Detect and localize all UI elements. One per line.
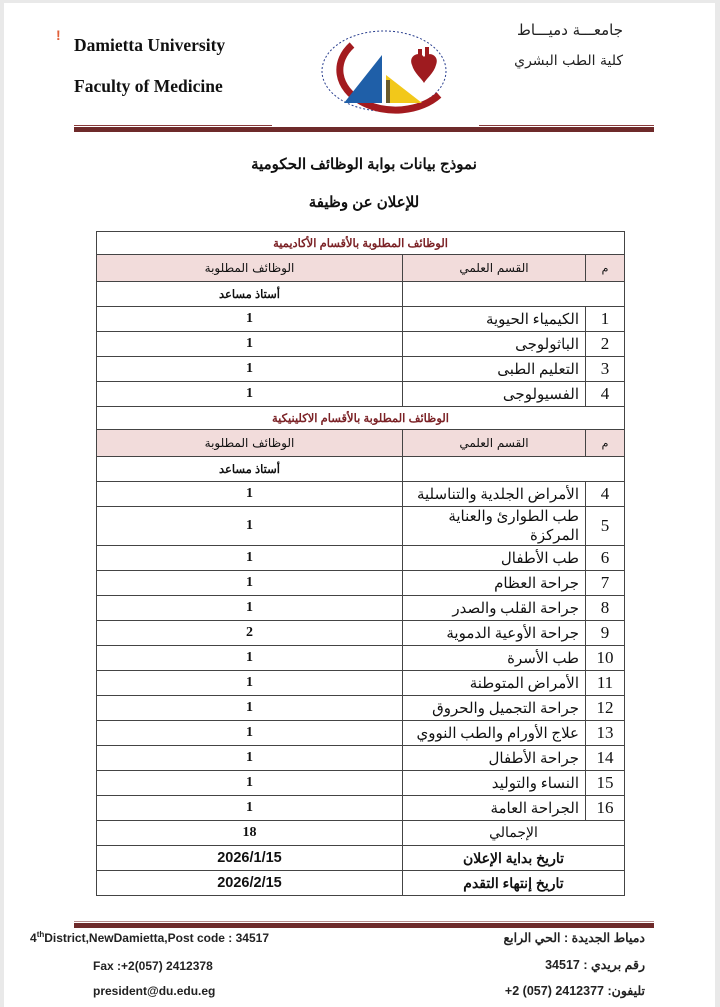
academic-header-row <box>97 255 625 282</box>
col-header-num: م <box>586 255 625 282</box>
header-rule-thin-left <box>74 125 272 126</box>
alert-icon: ! <box>56 27 61 43</box>
row-number: 8 <box>586 596 625 621</box>
required-jobs-count: 1 <box>97 796 403 821</box>
clinical-dept-row <box>97 696 625 721</box>
department-name: الجراحة العامة <box>403 796 586 821</box>
department-name: النساء والتوليد <box>403 771 586 796</box>
department-name: الباثولوجى <box>403 332 586 357</box>
clinical-dept-row <box>97 507 625 546</box>
footer-rule-thin <box>74 921 654 922</box>
footer-email[interactable]: president@du.edu.eg <box>93 984 216 998</box>
row-number: 5 <box>586 507 625 546</box>
header-rule-thin-right <box>479 125 654 126</box>
clinical-dept-row <box>97 721 625 746</box>
footer-address-en: 4thDistrict,NewDamietta,Post code : 34517 <box>30 930 269 945</box>
footer-postcode-ar: رقم بريدي : 34517 <box>545 958 645 972</box>
row-number: 11 <box>586 671 625 696</box>
clinical-dept-row <box>97 771 625 796</box>
department-name: طب الأسرة <box>403 646 586 671</box>
row-number: 16 <box>586 796 625 821</box>
required-jobs-count: 1 <box>97 332 403 357</box>
total-row <box>97 821 625 846</box>
row-number: 6 <box>586 546 625 571</box>
required-jobs-count: 1 <box>97 721 403 746</box>
required-jobs-count: 2 <box>97 621 403 646</box>
clinical-dept-row <box>97 646 625 671</box>
total-label: الإجمالي <box>403 821 625 846</box>
academic-section-title: الوظائف المطلوبة بالأقسام الأكاديمية <box>97 232 625 255</box>
row-number: 7 <box>586 571 625 596</box>
row-number: 10 <box>586 646 625 671</box>
form-title: نموذج بيانات بوابة الوظائف الحكومية <box>251 156 477 173</box>
row-number: 12 <box>586 696 625 721</box>
row-number: 4 <box>586 482 625 507</box>
academic-rank: أستاذ مساعد <box>97 282 403 307</box>
col-header-num: م <box>586 430 625 457</box>
required-jobs-count: 1 <box>97 646 403 671</box>
clinical-rank-row <box>97 457 625 482</box>
col-header-jobs: الوظائف المطلوبة <box>97 430 403 457</box>
start-date-label: تاريخ بداية الإعلان <box>403 846 625 871</box>
end-date-label: تاريخ إنتهاء التقدم <box>403 871 625 896</box>
footer-address-ar: دمياط الجديدة : الحي الرابع <box>503 931 645 945</box>
academic-dept-row <box>97 382 625 407</box>
required-jobs-count: 1 <box>97 696 403 721</box>
required-jobs-count: 1 <box>97 596 403 621</box>
row-number: 1 <box>586 307 625 332</box>
required-jobs-count: 1 <box>97 546 403 571</box>
faculty-name-ar: كلية الطب البشري <box>514 53 623 69</box>
university-name-ar: جامعـــة دميـــاط <box>517 21 623 39</box>
faculty-of-medicine-logo-icon <box>304 25 464 117</box>
faculty-name-en: Faculty of Medicine <box>74 76 223 96</box>
academic-dept-row <box>97 332 625 357</box>
department-name: جراحة الأطفال <box>403 746 586 771</box>
row-number: 13 <box>586 721 625 746</box>
clinical-section-title: الوظائف المطلوبة بالأقسام الاكلينيكية <box>97 407 625 430</box>
clinical-dept-row <box>97 621 625 646</box>
required-jobs-count: 1 <box>97 482 403 507</box>
footer-rule <box>74 923 654 928</box>
jobs-table <box>96 231 625 896</box>
clinical-dept-row <box>97 571 625 596</box>
footer-phone-ar: تليفون: 2412377 (057) 2+ <box>504 984 645 998</box>
required-jobs-count: 1 <box>97 382 403 407</box>
academic-dept-row <box>97 357 625 382</box>
department-name: طب الأطفال <box>403 546 586 571</box>
department-name: الكيمياء الحيوية <box>403 307 586 332</box>
col-header-dept: القسم العلمي <box>403 255 586 282</box>
required-jobs-count: 1 <box>97 307 403 332</box>
footer-fax: Fax :+2(057) 2412378 <box>93 959 213 973</box>
clinical-dept-row <box>97 796 625 821</box>
start-date-value: 2026/1/15 <box>97 846 403 871</box>
department-name: الأمراض الجلدية والتناسلية <box>403 482 586 507</box>
row-number: 3 <box>586 357 625 382</box>
col-header-jobs: الوظائف المطلوبة <box>97 255 403 282</box>
clinical-dept-row <box>97 546 625 571</box>
row-number: 15 <box>586 771 625 796</box>
row-number: 9 <box>586 621 625 646</box>
required-jobs-count: 1 <box>97 507 403 546</box>
department-name: علاج الأورام والطب النووي <box>403 721 586 746</box>
department-name: طب الطوارئ والعناية المركزة <box>403 507 586 546</box>
header-rule <box>74 127 654 132</box>
form-subtitle: للإعلان عن وظيفة <box>308 194 420 211</box>
row-number: 4 <box>586 382 625 407</box>
clinical-section-title-row <box>97 407 625 430</box>
clinical-dept-row <box>97 596 625 621</box>
academic-section-title-row <box>97 232 625 255</box>
academic-dept-row <box>97 307 625 332</box>
clinical-dept-row <box>97 671 625 696</box>
department-name: جراحة الأوعية الدموية <box>403 621 586 646</box>
required-jobs-count: 1 <box>97 771 403 796</box>
department-name: التعليم الطبى <box>403 357 586 382</box>
academic-rank-row <box>97 282 625 307</box>
required-jobs-count: 1 <box>97 671 403 696</box>
col-header-dept: القسم العلمي <box>403 430 586 457</box>
end-date-row <box>97 871 625 896</box>
clinical-rank: أستاذ مساعد <box>97 457 403 482</box>
rank-empty-cell <box>403 457 625 482</box>
row-number: 2 <box>586 332 625 357</box>
total-value: 18 <box>97 821 403 846</box>
clinical-dept-row <box>97 482 625 507</box>
department-name: الأمراض المتوطنة <box>403 671 586 696</box>
department-name: جراحة القلب والصدر <box>403 596 586 621</box>
required-jobs-count: 1 <box>97 571 403 596</box>
clinical-header-row <box>97 430 625 457</box>
end-date-value: 2026/2/15 <box>97 871 403 896</box>
row-number: 14 <box>586 746 625 771</box>
department-name: الفسيولوجى <box>403 382 586 407</box>
required-jobs-count: 1 <box>97 746 403 771</box>
department-name: جراحة العظام <box>403 571 586 596</box>
start-date-row <box>97 846 625 871</box>
university-name-en: Damietta University <box>74 35 226 55</box>
department-name: جراحة التجميل والحروق <box>403 696 586 721</box>
rank-empty-cell <box>403 282 625 307</box>
clinical-dept-row <box>97 746 625 771</box>
required-jobs-count: 1 <box>97 357 403 382</box>
